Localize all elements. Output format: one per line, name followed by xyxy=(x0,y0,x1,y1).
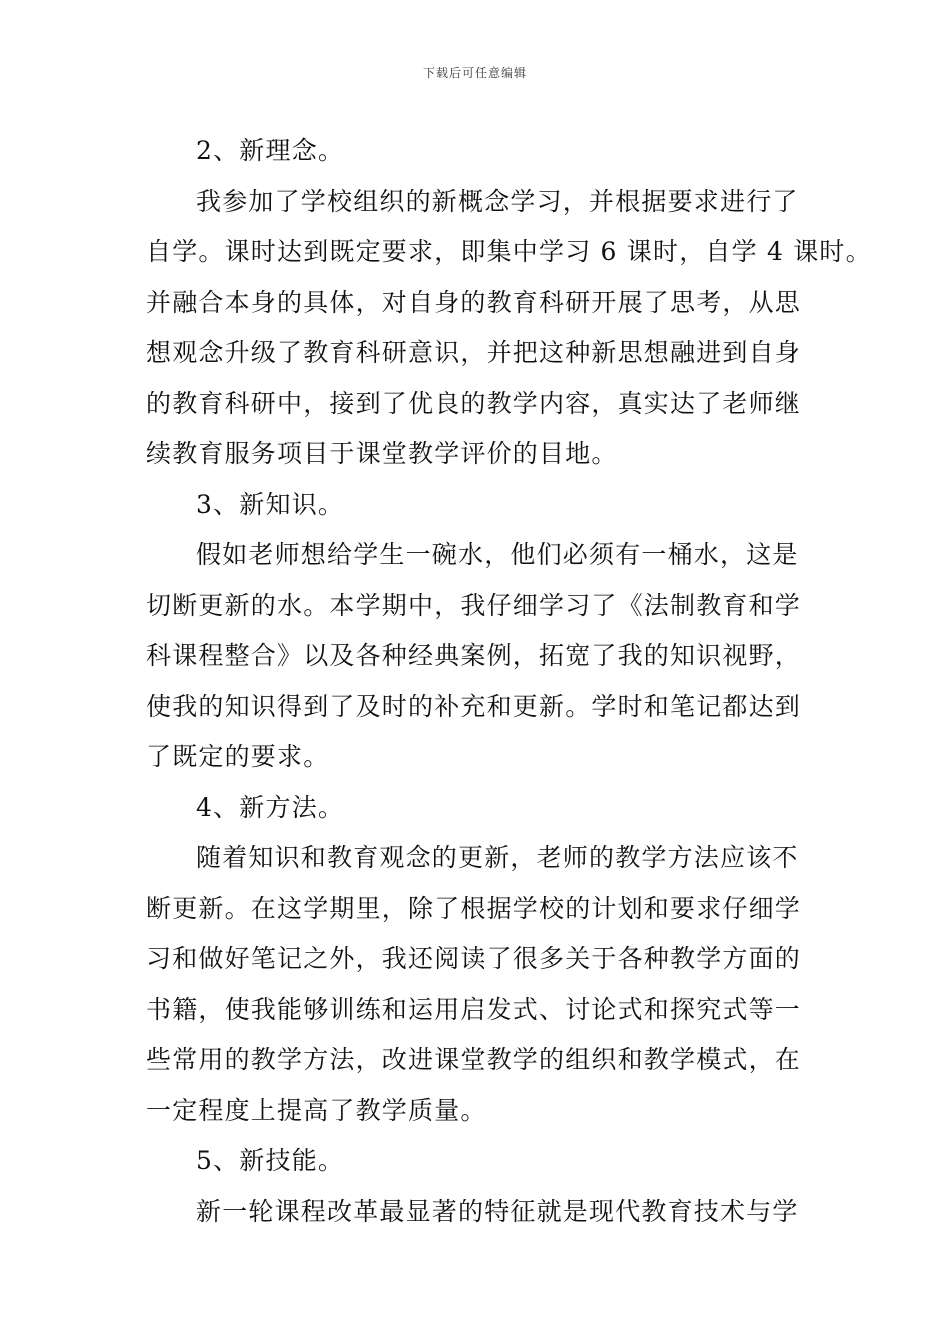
text-line: 假如老师想给学生一碗水，他们必须有一桶水，这是 xyxy=(196,540,799,569)
text-line: 了既定的要求。 xyxy=(146,742,330,771)
text-line: 断更新。在这学期里，除了根据学校的计划和要求仔细学 xyxy=(146,893,802,923)
text-line: 使我的知识得到了及时的补充和更新。学时和笔记都达到 xyxy=(146,691,802,721)
text-line: 2、新理念。 xyxy=(196,136,345,165)
text-line: 自学。课时达到既定要求，即集中学习 6 课时，自学 4 课时。 xyxy=(146,237,872,266)
text-line: 想观念升级了教育科研意识，并把这种新思想融进到自身 xyxy=(146,338,802,367)
text-line: 科课程整合》以及各种经典案例，拓宽了我的知识视野， xyxy=(146,641,802,670)
text-line: 习和做好笔记之外，我还阅读了很多关于各种教学方面的 xyxy=(146,944,802,973)
text-line: 5、新技能。 xyxy=(196,1146,345,1175)
text-line: 4、新方法。 xyxy=(196,792,345,822)
text-line: 我参加了学校组织的新概念学习，并根据要求进行了 xyxy=(196,186,799,216)
text-line: 切断更新的水。本学期中，我仔细学习了《法制教育和学 xyxy=(146,590,802,620)
text-line: 并融合本身的具体，对自身的教育科研开展了思考，从思 xyxy=(146,287,802,317)
page-header: 下载后可任意编辑 xyxy=(422,66,527,80)
text-line: 随着知识和教育观念的更新，老师的教学方法应该不 xyxy=(196,843,799,872)
text-line: 一定程度上提高了教学质量。 xyxy=(146,1095,487,1125)
text-line: 续教育服务项目于课堂教学评价的目地。 xyxy=(146,439,618,468)
text-line: 3、新知识。 xyxy=(196,489,345,519)
text-line: 新一轮课程改革最显著的特征就是现代教育技术与学 xyxy=(196,1196,799,1226)
document-body xyxy=(146,126,872,1237)
text-line: 些常用的教学方法，改进课堂教学的组织和教学模式，在 xyxy=(146,1045,802,1074)
text-line: 书籍，使我能够训练和运用启发式、讨论式和探究式等一 xyxy=(146,994,802,1024)
text-line: 的教育科研中，接到了优良的教学内容，真实达了老师继 xyxy=(146,388,802,418)
